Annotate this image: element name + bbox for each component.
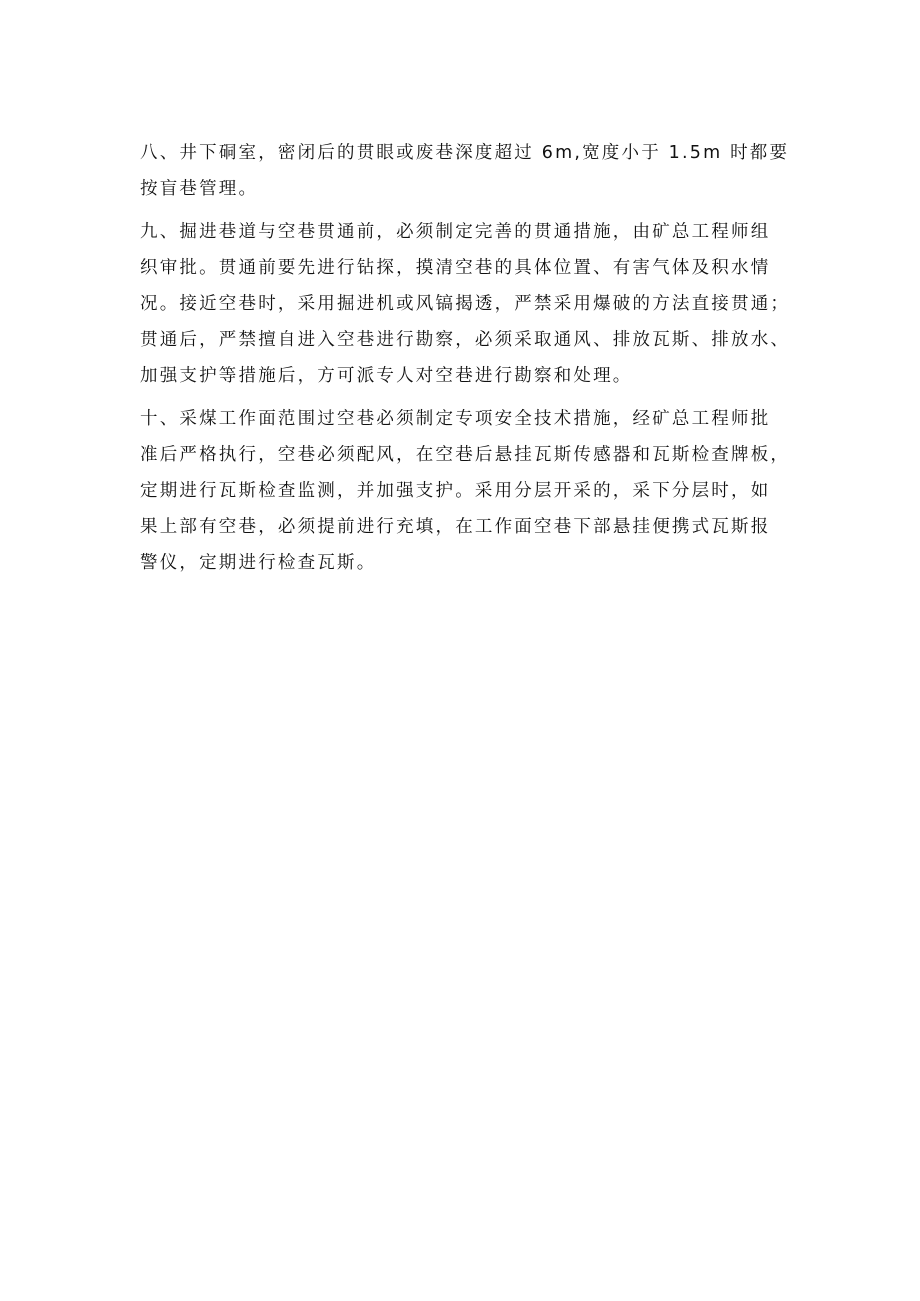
text-line: 况。接近空巷时，采用掘进机或风镐揭透，严禁采用爆破的方法直接贯通； xyxy=(140,293,791,314)
text-line: 十、采煤工作面范围过空巷必须制定专项安全技术措施，经矿总工程师批 xyxy=(140,408,771,429)
paragraph-eight xyxy=(140,135,790,207)
text-line: 果上部有空巷，必须提前进行充填，在工作面空巷下部悬挂便携式瓦斯报 xyxy=(140,517,771,538)
text-line: 定期进行瓦斯检查监测，并加强支护。采用分层开采的，采下分层时，如 xyxy=(140,481,771,502)
document-body xyxy=(140,135,790,588)
text-line: 准后严格执行，空巷必须配风，在空巷后悬挂瓦斯传感器和瓦斯检查牌板， xyxy=(140,444,791,465)
paragraph-ten xyxy=(140,401,790,581)
text-line: 织审批。贯通前要先进行钻探，摸清空巷的具体位置、有害气体及积水情 xyxy=(140,257,771,278)
text-line: 八、井下硐室，密闭后的贯眼或废巷深度超过 6m,宽度小于 1.5m 时都要 xyxy=(140,143,790,163)
text-line: 警仪，定期进行检查瓦斯。 xyxy=(140,553,377,574)
text-line: 贯通后，严禁擅自进入空巷进行勘察，必须采取通风、排放瓦斯、排放水、 xyxy=(140,330,791,351)
text-line: 加强支护等措施后，方可派专人对空巷进行勘察和处理。 xyxy=(140,366,633,387)
text-line: 九、掘进巷道与空巷贯通前，必须制定完善的贯通措施，由矿总工程师组 xyxy=(140,221,771,242)
paragraph-nine xyxy=(140,214,790,394)
text-line: 按盲巷管理。 xyxy=(140,179,259,200)
